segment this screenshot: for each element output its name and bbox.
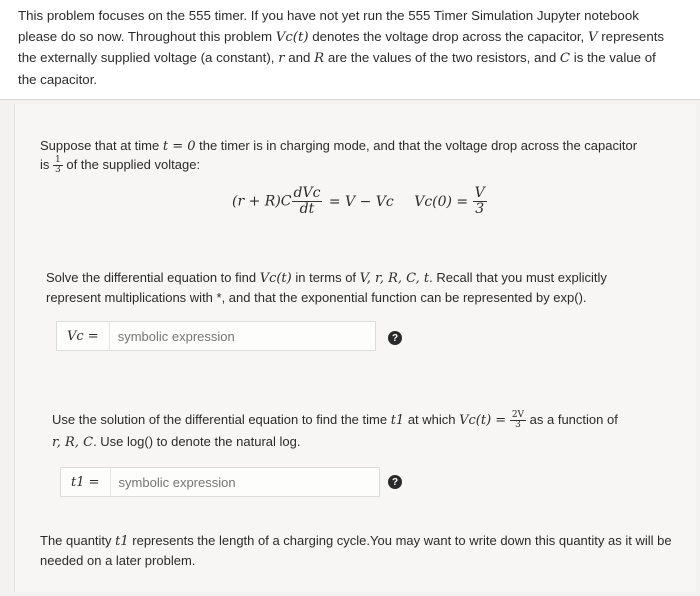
part3-text: as a function of: [526, 412, 618, 427]
intro-line-3: [18, 48, 690, 70]
eq-rhs: = V − Vc: [328, 193, 394, 210]
math-r: r: [278, 51, 285, 66]
eq-num: dVc: [293, 185, 321, 201]
math-v: V: [587, 29, 598, 45]
eq-derivative: [292, 186, 323, 217]
intro-text: is the value of: [570, 50, 656, 65]
t1-input-label: t1 =: [61, 468, 111, 496]
math-condition: Vc(t) =: [459, 413, 507, 428]
vc-expression-input[interactable]: [110, 322, 350, 350]
part1-text: the timer is in charging mode, and that the voltage drop across the capacitor: [195, 138, 638, 153]
intro-text: please do so now. Throughout this problem: [18, 28, 276, 44]
part4-line-1: [40, 531, 690, 552]
frac-den: 3: [55, 165, 61, 176]
math-vars: r, R, C: [52, 435, 94, 450]
frac-num: 1: [55, 155, 61, 166]
part2-line-1: [46, 268, 686, 289]
math-t1: t1: [390, 413, 405, 428]
ic-den: 3: [475, 201, 485, 217]
math-C: C: [559, 51, 571, 66]
part4-line-2: [40, 551, 690, 571]
ic-fraction: [473, 186, 487, 217]
part1-line-1: [40, 136, 690, 157]
vc-answer-box[interactable]: [56, 321, 376, 351]
differential-equation: [232, 186, 552, 236]
part4-text: needed on a later problem.: [40, 553, 196, 568]
math-vc-t: Vc(t): [275, 29, 309, 45]
intro-text: the capacitor.: [18, 71, 98, 87]
frac-den: 3: [515, 420, 521, 431]
intro-text: represents: [597, 28, 665, 44]
math-t1: t1: [115, 534, 129, 549]
part1-text: is: [40, 157, 53, 172]
t1-answer-box[interactable]: [60, 467, 380, 497]
part4-text: represents the length of a charging cycle.You may want to write down this quantity as it will be: [128, 533, 672, 548]
ic-num: V: [474, 185, 485, 201]
part3-text: . Use log() to denote the natural log.: [93, 434, 301, 449]
initial-condition: Vc(0) =: [414, 193, 469, 210]
part1-line-2: [40, 155, 690, 175]
part2-line-2: [46, 288, 686, 308]
fraction-two-thirds-v: [510, 411, 526, 430]
part3-line-2: [52, 432, 692, 453]
part2-text: . Recall that you must explicitly: [429, 270, 607, 285]
problem-intro: [0, 0, 700, 100]
math-vars: V, r, R, C, t: [359, 271, 430, 286]
part2-text: in terms of: [291, 270, 360, 285]
part2-text: Solve the differential equation to find: [46, 270, 260, 285]
fraction-one-third: [53, 156, 63, 175]
intro-line-2: [18, 27, 690, 49]
vc-help-icon[interactable]: ?: [388, 331, 402, 345]
intro-text: the externally supplied voltage (a constant),: [18, 50, 279, 65]
intro-line-4: [18, 70, 690, 91]
math-t-zero: t = 0: [162, 139, 196, 154]
eq-den: dt: [299, 201, 315, 217]
intro-line-1: [18, 6, 690, 27]
math-R: R: [314, 51, 325, 66]
part3-text: at which: [404, 412, 460, 427]
t1-expression-input[interactable]: [111, 468, 351, 496]
part1-text: of the supplied voltage:: [62, 157, 201, 172]
frac-num: 2V: [511, 410, 525, 421]
part2-text: represent multiplications with *, and that the exponential function can be represented by exp().: [46, 290, 587, 305]
math-vc-t: Vc(t): [259, 271, 292, 286]
part4-text: The quantity: [40, 533, 116, 548]
part3-line-1: [52, 410, 692, 431]
intro-text: and: [284, 50, 315, 65]
t1-help-icon[interactable]: ?: [388, 475, 402, 489]
intro-text: This problem focuses on the 555 timer. If you have not yet run the 555 Timer Simulation Jupyter notebook: [18, 8, 639, 23]
vc-input-label: Vc =: [57, 322, 110, 350]
intro-text: are the values of the two resistors, and: [324, 50, 560, 65]
part1-text: Suppose that at time: [40, 138, 163, 153]
intro-text: denotes the voltage drop across the capacitor,: [308, 28, 588, 44]
part3-text: Use the solution of the differential equation to find the time: [52, 412, 391, 427]
eq-lhs: (r + R)C: [232, 193, 292, 210]
